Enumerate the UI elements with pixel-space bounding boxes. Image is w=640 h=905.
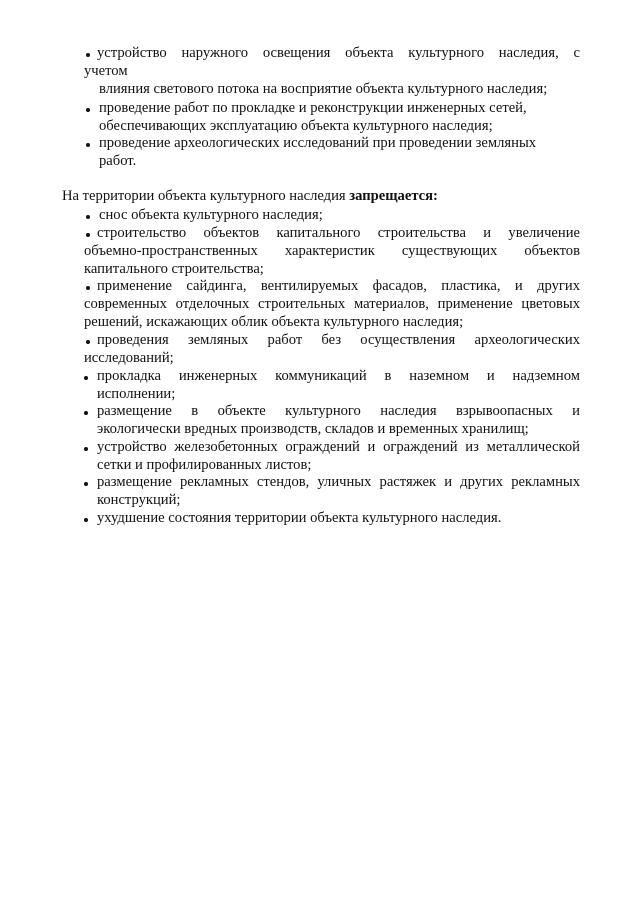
list-item-text: устройство железобетонных ограждений и ограждений из металлической — [97, 439, 580, 455]
list-item-text: строительство объектов капитального строительства и увеличение — [97, 225, 580, 241]
bullet-icon — [86, 340, 90, 344]
list-item-text: исполнении; — [97, 386, 176, 402]
bullet-icon — [86, 215, 90, 219]
list-item-text: экологически вредных производств, складов и временных хранилищ; — [97, 421, 529, 437]
list-item-text: применение сайдинга, вентилируемых фасадов, пластика, и других — [97, 278, 580, 294]
list-item-text: исследований; — [84, 350, 174, 366]
list-item-text: проведение работ по прокладке и реконструкции инженерных сетей, — [99, 100, 527, 116]
section-intro — [62, 188, 438, 206]
intro-bold-text: запрещается: — [349, 188, 438, 204]
bullet-icon — [84, 482, 88, 486]
bullet-icon — [86, 53, 90, 57]
list-item-text: капитального строительства; — [84, 261, 264, 277]
list-item-text: сетки и профилированных листов; — [97, 457, 312, 473]
bullet-icon — [86, 108, 90, 112]
list-item-text: прокладка инженерных коммуникаций в наземном и надземном — [97, 368, 580, 384]
list-item-text: решений, искажающих облик объекта культурного наследия; — [84, 314, 464, 330]
list-item-text: конструкций; — [97, 492, 181, 508]
bullet-icon — [86, 143, 90, 147]
list-item-text: проведения земляных работ без осуществления археологических — [97, 332, 580, 348]
list-item-text: объемно-пространственных характеристик существующих объектов — [84, 243, 580, 259]
list-item-text: влияния светового потока на восприятие объекта культурного наследия; — [99, 81, 548, 97]
list-item-text: размещение рекламных стендов, уличных растяжек и других рекламных — [97, 474, 580, 490]
list-item-text: ухудшение состояния территории объекта культурного наследия. — [97, 510, 502, 526]
bullet-icon — [86, 233, 90, 237]
list-item-text: проведение археологических исследований при проведении земляных — [99, 135, 537, 151]
intro-text: На территории объекта культурного наследия — [62, 188, 346, 204]
list-item-text: современных отделочных строительных материалов, применение цветовых — [84, 296, 580, 312]
bullet-icon — [86, 286, 90, 290]
list-item-text: устройство наружного освещения объекта культурного наследия, с — [97, 45, 580, 61]
bullet-icon — [84, 518, 88, 522]
list-item-text: размещение в объекте культурного наследия взрывоопасных и — [97, 403, 580, 419]
list-item-text: обеспечивающих эксплуатацию объекта культурного наследия; — [99, 118, 493, 134]
bullet-icon — [84, 411, 88, 415]
list-item-text: работ. — [99, 153, 137, 169]
list-item-text: учетом — [84, 63, 128, 79]
list-item-text: снос объекта культурного наследия; — [99, 207, 323, 223]
bullet-icon — [84, 447, 88, 451]
bullet-icon — [84, 376, 88, 380]
